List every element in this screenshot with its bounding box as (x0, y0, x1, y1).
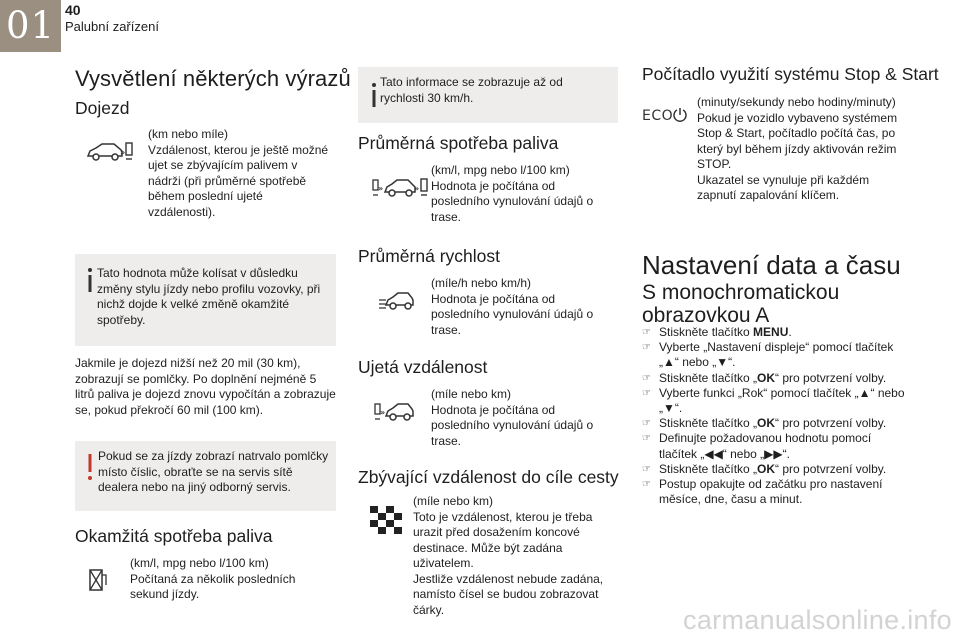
warning-note (75, 441, 336, 511)
prumerna-spotreba-heading: Průměrná spotřeba paliva (358, 133, 559, 153)
eco-label-icon: ECO (642, 108, 674, 124)
step-item: ☞ Stiskněte tlačítko „OK“ pro potvrzení volby. (642, 416, 887, 431)
step-bullet-icon: ☞ (642, 418, 651, 430)
step-item: ☞ Stiskněte tlačítko „OK“ pro potvrzení volby. (642, 370, 887, 385)
section-name: Palubní zařízení (65, 19, 159, 34)
step-bullet-icon: ☞ (642, 372, 651, 384)
avg-speed-icon (378, 290, 414, 312)
avg-consumption-icon (372, 176, 428, 200)
svg-text:»: » (120, 148, 126, 157)
warning-note-text: Pokud se za jízdy zobrazí natrvalo pomlčky místo číslic, obraťte se na servis sítě dealera nebo na jiný odborný servis. (98, 449, 329, 494)
page-number: 40 (65, 2, 81, 18)
fuel-pump-icon (88, 567, 110, 592)
info-note-text: Tato hodnota může kolísat v důsledku změny stylu jízdy nebo profilu vozovky, při nichž dojde k velké změně okamžité spotřeby. (97, 266, 321, 327)
svg-text:»: » (380, 408, 386, 417)
step-bullet-icon: ☞ (642, 479, 651, 491)
info-note-1 (75, 254, 336, 346)
step-item: ☞ Postup opakujte od začátku pro nastavení měsíce, dne, času a minut. (642, 477, 883, 507)
info-icon (82, 267, 98, 293)
zbyvajici-text: (míle nebo km) Toto je vzdálenost, kterou je třeba urazit před dosažením koncové destinace. Může být zadána uživatelem. Jestliže vzdálenost nebude zadána, namísto čísel se budou zobrazovat čárky. (413, 494, 604, 617)
step-item: ☞ Stiskněte tlačítko „OK“ pro potvrzení volby. (642, 461, 887, 476)
svg-text:»: » (378, 184, 384, 193)
datetime-subtitle: S monochromatickou obrazovkou A (642, 281, 840, 327)
okamzita-text: (km/l, mpg nebo l/100 km) Počítaná za několik posledních sekund jízdy. (130, 556, 296, 601)
prumerna-rychlost-text: (míle/h nebo km/h) Hodnota je počítána od posledního vynulování údajů o trase. (431, 276, 594, 337)
ujeta-vzdalenost-text: (míle nebo km) Hodnota je počítána od posledního vynulování údajů o trase. (431, 387, 594, 448)
checkered-flag-icon (370, 506, 402, 536)
step-item: ☞ Vyberte „Nastavení displeje“ pomocí tlačítek „▲“ nebo „▼“. (642, 340, 894, 370)
info-note-2 (358, 67, 618, 123)
step-item: ☞ Definujte požadovanou hodnotu pomocí tlačítek „◀◀“ nebo „▶▶“. (642, 431, 872, 461)
step-item: ☞ Stiskněte tlačítko MENU. (642, 325, 792, 339)
prumerna-spotreba-text: (km/l, mpg nebo l/100 km) Hodnota je počítána od posledního vynulování údajů o trase. (431, 163, 594, 224)
datetime-steps (642, 325, 912, 507)
stop-start-text: (minuty/sekundy nebo hodiny/minuty) Pokud je vozidlo vybaveno systémem Stop & Start, počítadlo počítá čas, po který byl během jízdy aktivován režim STOP. Ukazatel se vynuluje při každém zapnutí zapalování klíčem. (697, 95, 898, 202)
datetime-title: Nastavení data a času (642, 250, 901, 280)
step-item: ☞ Vyberte funkci „Rok“ pomocí tlačítek „▲“ nebo „▼“. (642, 385, 905, 416)
stop-start-heading: Počítadlo využití systému Stop & Start (642, 64, 939, 84)
zbyvajici-heading: Zbývající vzdálenost do cíle cesty (358, 467, 619, 487)
step-bullet-icon: ☞ (642, 463, 651, 475)
warning-icon (84, 453, 96, 481)
step-bullet-icon: ☞ (642, 387, 651, 399)
prumerna-rychlost-heading: Průměrná rychlost (358, 246, 500, 266)
ujeta-vzdalenost-heading: Ujetá vzdálenost (358, 357, 488, 377)
stop-start-icon (672, 107, 688, 123)
info-note-2-text: Tato informace se zobrazuje až od rychlosti 30 km/h. (380, 75, 563, 105)
page-title: Vysvětlení některých výrazů (75, 66, 351, 91)
okamzita-heading: Okamžitá spotřeba paliva (75, 526, 273, 546)
step-bullet-icon: ☞ (642, 327, 651, 338)
step-bullet-icon: ☞ (642, 433, 651, 445)
trip-distance-icon (374, 401, 414, 423)
svg-text:»: » (414, 184, 420, 193)
dojezd-paragraph: Jakmile je dojezd nižší než 20 mil (30 km), zobrazují se pomlčky. Po doplnění nejméně 5 litrů paliva je dojezd znovu vypočítán a zobrazuje se, pokud překročí 60 mil (100 km). (75, 356, 336, 417)
step-bullet-icon: ☞ (642, 342, 651, 354)
watermark[interactable]: carmanualsonline.info (683, 605, 952, 635)
car-range-icon (86, 140, 134, 164)
chapter-badge: 01 (0, 0, 61, 52)
dojezd-text: (km nebo míle) Vzdálenost, kterou je ještě možné ujet se zbývajícím palivem v nádrži (při průměrné spotřebě během poslední ujeté vzdálenosti). (148, 127, 329, 219)
dojezd-heading: Dojezd (75, 98, 130, 118)
